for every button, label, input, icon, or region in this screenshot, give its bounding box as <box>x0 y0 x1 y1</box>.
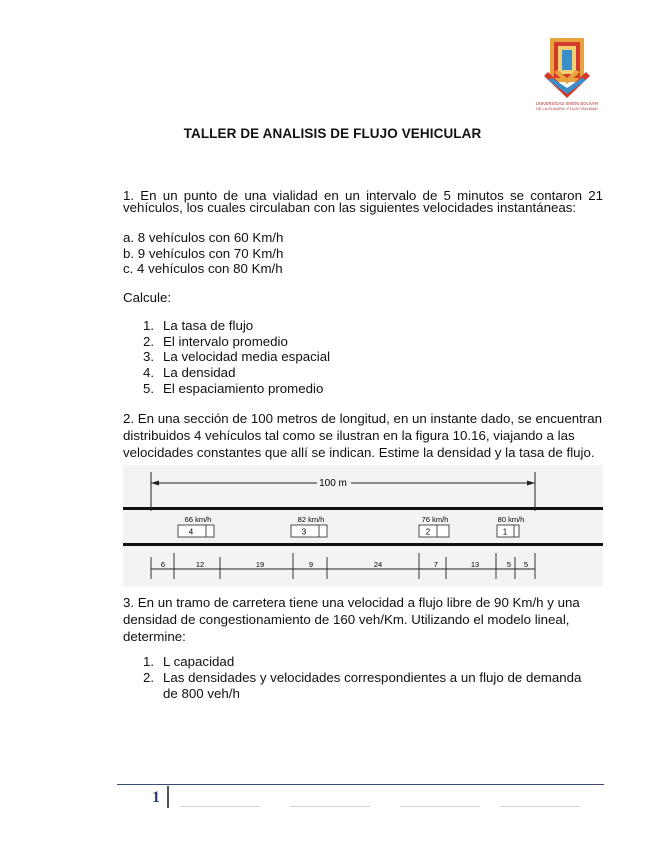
svg-text:4: 4 <box>188 527 194 537</box>
segment-label: 7 <box>433 560 439 569</box>
footer-decor-line <box>180 806 260 807</box>
segment-label: 6 <box>160 560 166 569</box>
page-title: TALLER DE ANALISIS DE FLUJO VEHICULAR <box>183 126 482 141</box>
university-crest-icon <box>530 36 604 112</box>
calcule-label: Calcule: <box>123 290 172 305</box>
list-item: 3. La velocidad media espacial <box>143 349 331 364</box>
logo-caption-2: DE LA GUAJIRA / FLUJO VIALIDAD <box>536 107 598 111</box>
segment-label: 9 <box>308 560 314 569</box>
page-number-divider <box>167 786 169 808</box>
list-item: 4. La densidad <box>143 365 236 380</box>
svg-text:80 km/h: 80 km/h <box>497 515 525 524</box>
option-c: c. 4 vehículos con 80 Km/h <box>123 261 283 276</box>
option-a: a. 8 vehículos con 60 Km/h <box>123 230 284 245</box>
question-3: 3. En un tramo de carretera tiene una velocidad a flujo libre de 90 Km/h y una densidad de congestionamiento de 160 veh/Km. Utilizando el modelo lineal, determine: <box>123 595 580 644</box>
segment-label: 5 <box>506 560 512 569</box>
question-1-line-2: vehículos, los cuales circulaban con las siguientes velocidades instantáneas: <box>123 200 577 215</box>
segment-label: 5 <box>523 560 529 569</box>
svg-text:1: 1 <box>502 527 508 537</box>
vehicle-2 <box>419 515 449 537</box>
road-figure <box>123 465 603 587</box>
question-3-list <box>143 654 603 701</box>
footer-rule <box>117 784 604 785</box>
list-item: 1. La tasa de flujo <box>143 318 254 333</box>
question-1-options <box>123 230 603 277</box>
list-item: 1. L capacidad <box>143 654 235 669</box>
segment-label: 24 <box>373 560 383 569</box>
segment-label: 12 <box>195 560 205 569</box>
footer-decor-line <box>500 806 580 807</box>
svg-text:2: 2 <box>425 527 431 537</box>
question-1-list <box>143 318 603 397</box>
question-1 <box>123 188 603 215</box>
list-item: 2. Las densidades y velocidades correspondientes a un flujo de demanda de 800 veh/h <box>143 670 582 701</box>
segment-label: 19 <box>255 560 265 569</box>
footer-decor-line <box>400 806 480 807</box>
list-item: 2. El intervalo promedio <box>143 333 288 349</box>
page-number: 1 <box>152 789 160 806</box>
option-b: b. 9 vehículos con 70 Km/h <box>123 245 284 261</box>
footer-decor-line <box>290 806 370 807</box>
svg-text:76 km/h: 76 km/h <box>421 515 449 524</box>
logo-caption-1: UNIVERSIDAD SIMÓN BOLÍVAR <box>535 101 599 106</box>
svg-text:82 km/h: 82 km/h <box>297 515 325 524</box>
svg-text:3: 3 <box>301 527 307 537</box>
question-2: 2. En una sección de 100 metros de longitud, en un instante dado, se encuentran distribuidos 4 vehículos tal como se ilustran en la figura 10.16, viajando a las velocidades constantes que allí se indican. Estime la densidad y la tasa de flujo. <box>123 411 603 460</box>
list-item: 5. El espaciamiento promedio <box>143 381 324 396</box>
segment-label: 13 <box>470 560 480 569</box>
svg-text:66 km/h: 66 km/h <box>184 515 212 524</box>
length-label: 100 m <box>319 478 347 489</box>
question-1-line-1: 1. En un punto de una vialidad en un intervalo de 5 minutos se contaron 21 <box>123 188 603 203</box>
